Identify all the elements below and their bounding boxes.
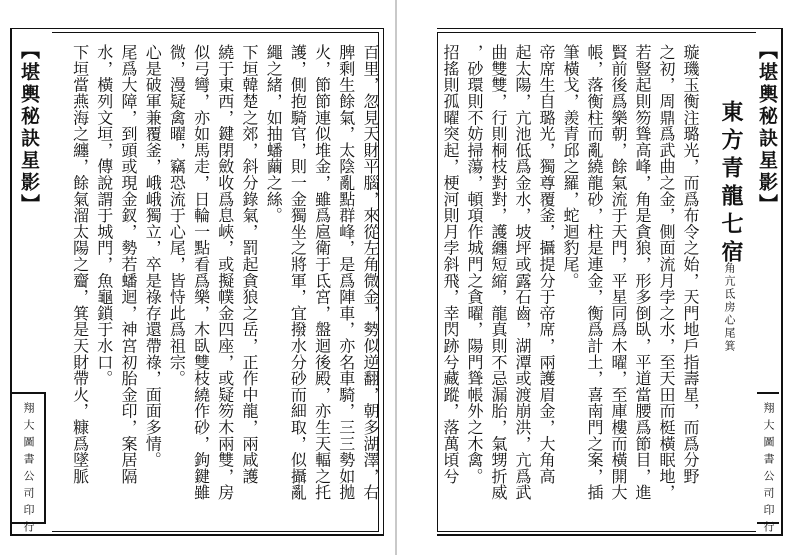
right-publisher-imprint: 翔大圖書公司印行 — [762, 402, 775, 538]
book-spine — [395, 0, 397, 555]
right-text-column: 帳，落衡柱而亂繞龍砂，柱是連金，衡爲計土，喜南門之案，插 — [585, 44, 604, 501]
left-publisher-imprint: 翔大圖書公司印行 — [22, 402, 35, 538]
right-text-column: 起太陽，亢池低爲金水，坡坪或露石齒，湖潭或渡崩洪，亢爲武 — [513, 44, 532, 501]
left-text-column: 下垣韓楚之郊，斜分錄氣，罰起貪狼之岳，正作中龍，兩咸護 — [240, 44, 259, 485]
right-text-column: 之初，周鼎爲武曲之金，側面流月孛之水，至天田而梃橫眠地， — [657, 44, 676, 501]
right-text-column: 曲雙雙，行則桐枝對對，護纏短縮，龍真則不忌漏胎，氣甥折威 — [489, 44, 508, 501]
left-text-column: 繞于東西，鍵閉斂收爲息峽，或擬幞金四座，或疑笏木兩雙，房 — [215, 44, 235, 501]
right-text-column: 賢前後爲樂朝，餘氣流于天門，平星同爲木曜，至庫樓而橫開大 — [609, 44, 628, 501]
right-text-column: 璇璣玉衡注璐光，而爲布令之始，天門地戶指壽星，而爲分野 — [681, 44, 700, 485]
left-text-column: 火，節節連似堆金，雖爲扈衛于氐宮，盤迴後殿，亦生天輻之托 — [312, 44, 332, 501]
right-text-column: 若豎起則笏聳高峰，角是貪狼，形多倒臥，平道當腰爲節目，進 — [633, 44, 652, 501]
left-text-column: 水，橫列文垣，傳說謂于城門，魚龜鎖于水口。 — [94, 44, 114, 387]
left-text-column: 微，漫疑禽曜，竊恐流于心尾，皆恃此爲祖宗。 — [167, 44, 187, 387]
right-text-column: 招搖則孤曜突起，梗河則月孛斜飛，幸閃跡兮藏蹤，落萬頃兮 — [441, 44, 460, 485]
right-text-column: 筆橫戈，羨青邱之羅，蛇迴豹尾。 — [561, 44, 580, 289]
left-text-column: 心是破軍兼覆釜，峨峨獨立，卒是祿存還帶祿，面面多情。 — [143, 44, 163, 468]
right-text-column: ，砂環則不妨掃蕩，頓項作城門之貪曜，陽門聳帳外之木禽。 — [465, 44, 484, 485]
left-book-title: 【堪輿秘訣星影】 — [18, 40, 40, 216]
left-text-column: 脾剩生餘氣，太陰亂點群峰，是爲陣車，亦名車騎，三三勢如拋 — [336, 44, 356, 501]
right-book-title: 【堪輿秘訣星影】 — [756, 40, 778, 216]
right-text-column: 帝席生自璐光，獨尊覆釜，攝提分于帝席，兩護眉金，大角高 — [537, 44, 556, 485]
left-text-column: 尾爲大障，到頭或現金釵，勢若蟠迴，神宮初胎金印，案居隔 — [119, 44, 138, 485]
left-text-column: 似弓彎，亦如馬走，日輪一點看爲樂，木臥雙枝繞作砂，鉤鍵雖 — [191, 44, 211, 501]
left-text-column: 繩之緒，如抽蟠繭之絲。 — [264, 44, 284, 224]
section-title: 東方青龍七宿 — [718, 100, 743, 268]
left-text-column: 護，側抱騎官，則一金獨坐之將軍，宜撥水分砂而細取，似攝亂 — [288, 44, 308, 501]
left-text-column: 百里，忽見天財平腦，來從左角微金，勢似逆翻，朝多湖澤，右 — [361, 44, 380, 501]
section-subtitle: 角亢氐房心尾箕 — [723, 262, 736, 353]
left-text-column: 下垣當燕海之纏，餘氣溜太陽之齏，箕是天財帶火，糠爲墜脈 — [70, 44, 90, 485]
